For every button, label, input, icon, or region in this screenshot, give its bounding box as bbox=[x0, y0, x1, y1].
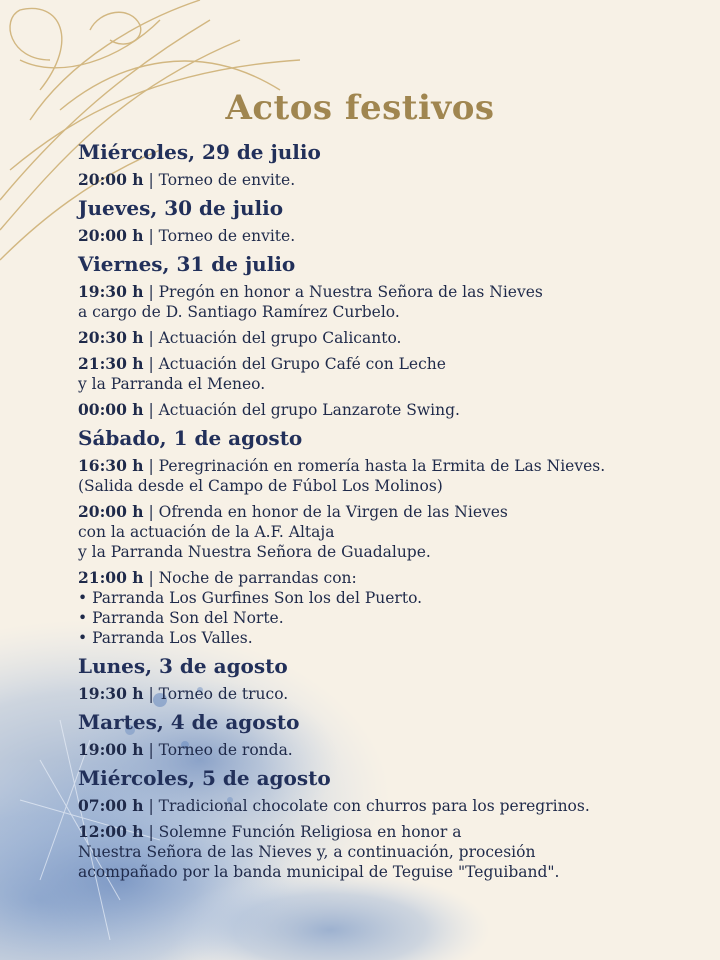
event-item bbox=[78, 796, 708, 816]
day-heading: Lunes, 3 de agosto bbox=[78, 654, 288, 678]
event-time: 19:00 h bbox=[78, 740, 144, 759]
time-separator: | bbox=[143, 401, 159, 419]
event-item bbox=[78, 822, 708, 882]
day-heading: Martes, 4 de agosto bbox=[78, 710, 300, 734]
event-line: con la actuación de la A.F. Altaja bbox=[78, 523, 335, 541]
event-line bbox=[78, 328, 708, 348]
event-line: • Parranda Los Gurfines Son los del Puerto. bbox=[78, 589, 423, 607]
event-line bbox=[78, 740, 708, 760]
time-separator: | bbox=[143, 823, 159, 841]
event-line bbox=[78, 400, 708, 420]
event-time: 19:30 h bbox=[78, 684, 144, 703]
event-time: 21:00 h bbox=[78, 568, 144, 587]
event-line bbox=[78, 226, 708, 246]
event-text: Peregrinación en romería hasta la Ermita de Las Nieves. bbox=[158, 457, 606, 475]
event-time: 20:30 h bbox=[78, 328, 144, 347]
event-item bbox=[78, 328, 708, 348]
event-text: Solemne Función Religiosa en honor a bbox=[158, 823, 462, 841]
event-text: Actuación del grupo Calicanto. bbox=[158, 329, 402, 347]
event-item bbox=[78, 740, 708, 760]
event-line: y la Parranda Nuestra Señora de Guadalupe. bbox=[78, 543, 431, 561]
event-line bbox=[78, 354, 708, 374]
day-heading: Sábado, 1 de agosto bbox=[78, 426, 303, 450]
time-separator: | bbox=[143, 329, 159, 347]
time-separator: | bbox=[143, 355, 159, 373]
event-text: Actuación del grupo Lanzarote Swing. bbox=[158, 401, 460, 419]
event-line bbox=[78, 568, 708, 588]
event-time: 16:30 h bbox=[78, 456, 144, 475]
event-time: 21:30 h bbox=[78, 354, 144, 373]
event-text: Actuación del Grupo Café con Leche bbox=[158, 355, 446, 373]
day-heading: Viernes, 31 de julio bbox=[78, 252, 296, 276]
event-line bbox=[78, 822, 708, 842]
event-item bbox=[78, 502, 708, 562]
event-line bbox=[78, 282, 708, 302]
event-time: 20:00 h bbox=[78, 502, 144, 521]
event-text: Ofrenda en honor de la Virgen de las Nieves bbox=[158, 503, 508, 521]
time-separator: | bbox=[143, 283, 159, 301]
time-separator: | bbox=[143, 797, 159, 815]
day-heading: Miércoles, 5 de agosto bbox=[78, 766, 331, 790]
event-line: y la Parranda el Meneo. bbox=[78, 375, 266, 393]
event-time: 00:00 h bbox=[78, 400, 144, 419]
event-text: Torneo de envite. bbox=[158, 227, 296, 245]
event-line bbox=[78, 796, 708, 816]
event-text: Pregón en honor a Nuestra Señora de las Nieves bbox=[158, 283, 543, 301]
schedule-list bbox=[78, 140, 708, 888]
event-line: a cargo de D. Santiago Ramírez Curbelo. bbox=[78, 303, 400, 321]
day-heading: Jueves, 30 de julio bbox=[78, 196, 284, 220]
time-separator: | bbox=[143, 685, 159, 703]
event-text: Noche de parrandas con: bbox=[158, 569, 357, 587]
event-line bbox=[78, 684, 708, 704]
page-title: Actos festivos bbox=[225, 88, 495, 128]
event-text: Tradicional chocolate con churros para los peregrinos. bbox=[158, 797, 590, 815]
time-separator: | bbox=[143, 503, 159, 521]
event-time: 19:30 h bbox=[78, 282, 144, 301]
event-item bbox=[78, 400, 708, 420]
event-line: (Salida desde el Campo de Fúbol Los Molinos) bbox=[78, 477, 443, 495]
event-item bbox=[78, 456, 708, 496]
event-item bbox=[78, 170, 708, 190]
event-item bbox=[78, 282, 708, 322]
time-separator: | bbox=[143, 171, 159, 189]
event-line bbox=[78, 502, 708, 522]
event-line bbox=[78, 170, 708, 190]
time-separator: | bbox=[143, 227, 159, 245]
event-line: • Parranda Los Valles. bbox=[78, 629, 253, 647]
event-text: Torneo de ronda. bbox=[158, 741, 293, 759]
time-separator: | bbox=[143, 457, 159, 475]
event-time: 07:00 h bbox=[78, 796, 144, 815]
event-item bbox=[78, 226, 708, 246]
event-time: 20:00 h bbox=[78, 226, 144, 245]
day-heading: Miércoles, 29 de julio bbox=[78, 140, 321, 164]
event-text: Torneo de envite. bbox=[158, 171, 296, 189]
event-item bbox=[78, 354, 708, 394]
event-line: acompañado por la banda municipal de Teguise "Teguiband". bbox=[78, 863, 560, 881]
time-separator: | bbox=[143, 569, 159, 587]
event-line: • Parranda Son del Norte. bbox=[78, 609, 284, 627]
event-line: Nuestra Señora de las Nieves y, a continuación, procesión bbox=[78, 843, 536, 861]
event-time: 20:00 h bbox=[78, 170, 144, 189]
event-time: 12:00 h bbox=[78, 822, 144, 841]
event-text: Torneo de truco. bbox=[158, 685, 289, 703]
time-separator: | bbox=[143, 741, 159, 759]
event-item bbox=[78, 568, 708, 648]
event-line bbox=[78, 456, 708, 476]
event-item bbox=[78, 684, 708, 704]
